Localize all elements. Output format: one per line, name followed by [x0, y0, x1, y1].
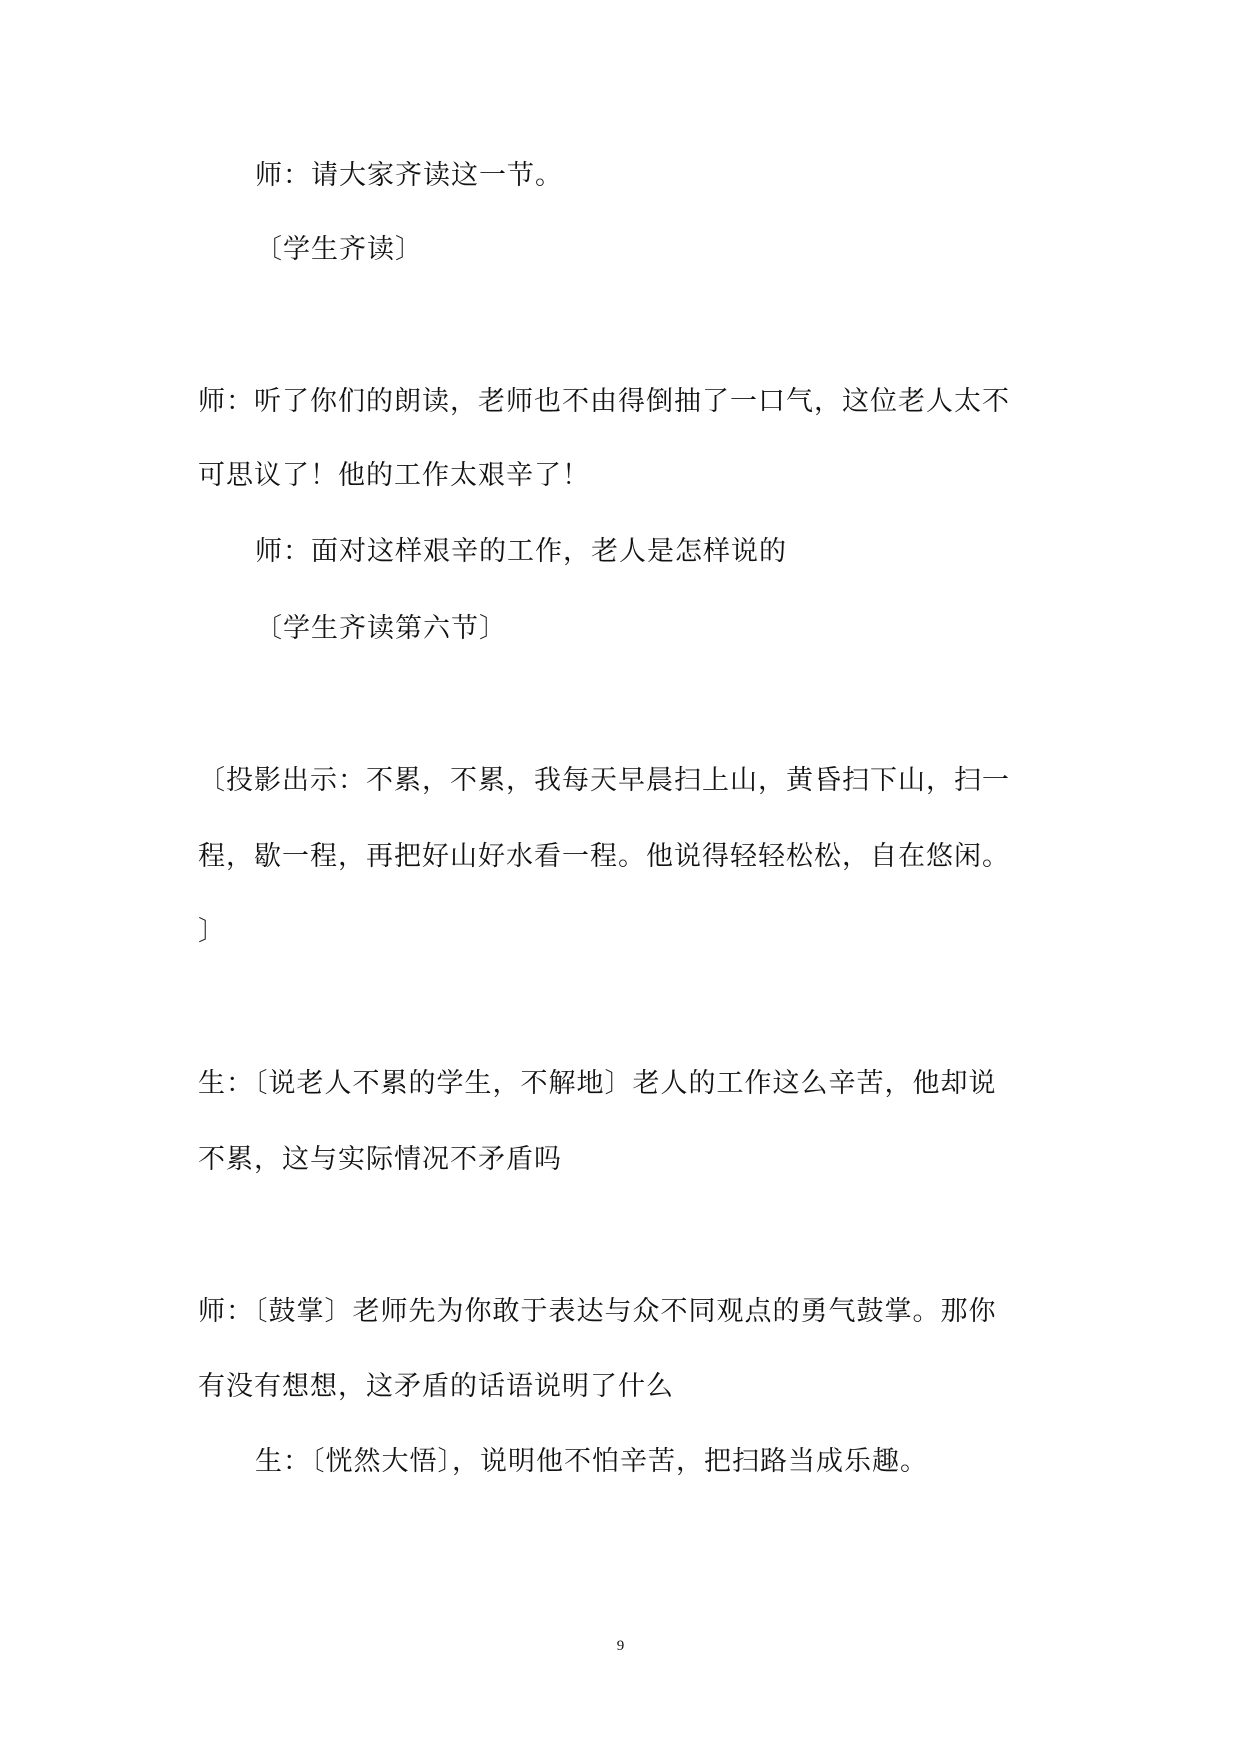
text-line-2: 〔学生齐读〕	[255, 234, 423, 265]
text-line-5: 师：面对这样艰辛的工作，老人是怎样说的	[255, 536, 787, 567]
text-line-14: 生：〔恍然大悟〕，说明他不怕辛苦，把扫路当成乐趣。	[255, 1446, 928, 1477]
page-number: 9	[616, 1638, 625, 1654]
text-line-10: 生：〔说老人不累的学生，不解地〕老人的工作这么辛苦，他却说	[198, 1068, 997, 1099]
text-line-6: 〔学生齐读第六节〕	[255, 613, 507, 644]
text-line-1: 师：请大家齐读这一节。	[255, 160, 563, 191]
text-line-12: 师：〔鼓掌〕老师先为你敢于表达与众不同观点的勇气鼓掌。那你	[198, 1296, 997, 1327]
text-line-7: 〔投影出示：不累，不累，我每天早晨扫上山，黄昏扫下山，扫一	[198, 765, 1010, 796]
text-line-11: 不累，这与实际情况不矛盾吗	[198, 1144, 562, 1175]
text-line-9: 〕	[198, 916, 226, 947]
text-line-4: 可思议了！他的工作太艰辛了！	[198, 460, 590, 491]
text-line-13: 有没有想想，这矛盾的话语说明了什么	[198, 1371, 674, 1402]
text-line-3: 师：听了你们的朗读，老师也不由得倒抽了一口气，这位老人太不	[198, 386, 1010, 417]
text-line-8: 程，歇一程，再把好山好水看一程。他说得轻轻松松，自在悠闲。	[198, 841, 1010, 872]
